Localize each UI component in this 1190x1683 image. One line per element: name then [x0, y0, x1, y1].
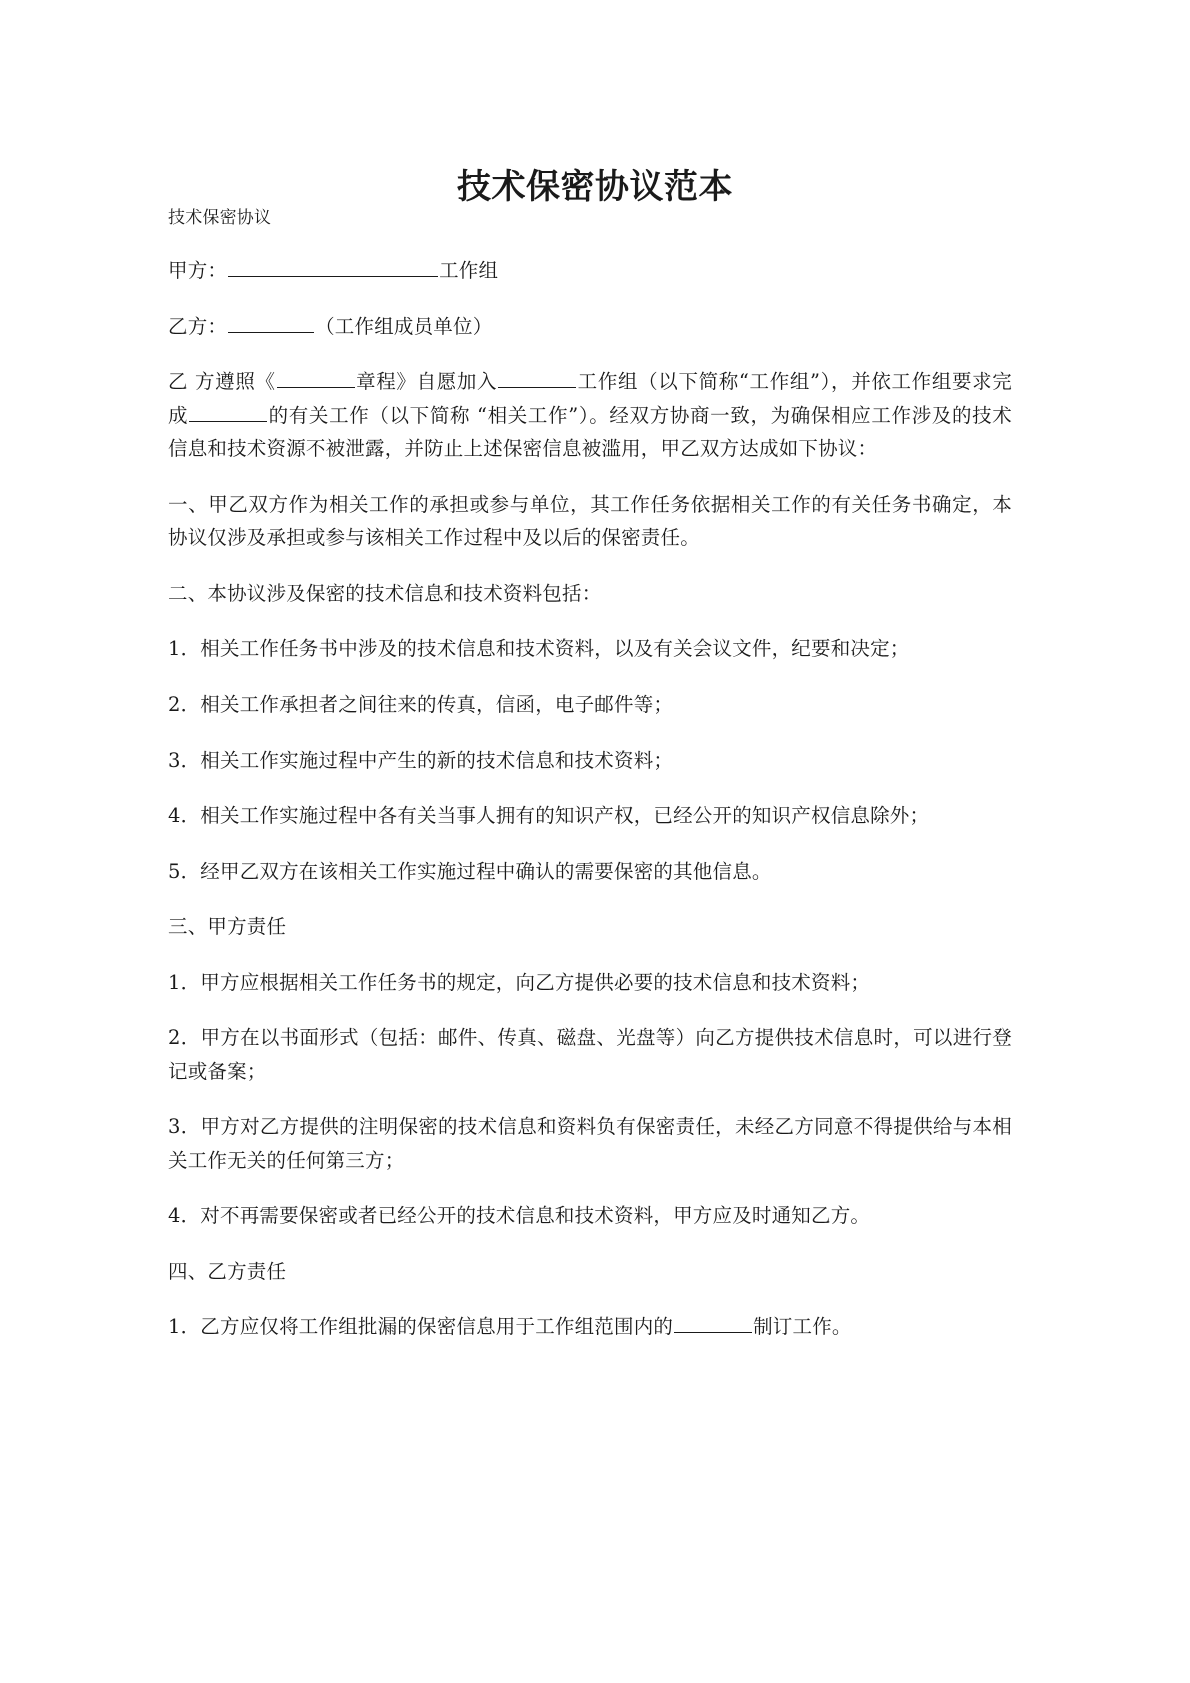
party-b-line — [168, 310, 1012, 344]
article-three-item-3: 3．甲方对乙方提供的注明保密的技术信息和资料负有保密责任，未经乙方同意不得提供给与本相关工作无关的任何第三方； — [168, 1115, 1012, 1172]
preamble-segment-3: 工作组（以下简称“工作组”），并依工作组要求完成 — [168, 370, 1012, 427]
preamble-blank-workgroup[interactable] — [498, 367, 576, 388]
article-two-item-4: 4．相关工作实施过程中各有关当事人拥有的知识产权，已经公开的知识产权信息除外； — [168, 804, 930, 828]
party-b-suffix: （工作组成员单位） — [315, 314, 493, 338]
preamble-paragraph — [168, 365, 1012, 466]
document-body — [168, 205, 1012, 1344]
document-subtitle: 技术保密协议 — [168, 208, 272, 228]
party-a-line — [168, 254, 1012, 288]
article-four-item-1-segment-2: 制订工作。 — [753, 1315, 852, 1339]
preamble-segment-4: 的有关工作（以下简称 “相关工作”）。经双方协商一致，为确保相应工作涉及的技术信息和技术资源不被泄露，并防止上述保密信息被滥用，甲乙双方达成如下协议： — [168, 403, 1012, 461]
article-two-item-2: 2．相关工作承担者之间往来的传真，信函，电子邮件等； — [168, 692, 674, 716]
article-three-heading: 三、甲方责任 — [168, 915, 287, 939]
preamble-segment-2: 章程》自愿加入 — [355, 370, 498, 394]
party-a-label: 甲方： — [168, 259, 228, 283]
page-title: 技术保密协议范本 — [457, 166, 733, 207]
article-four-item-1-segment-1: 1．乙方应仅将工作组批漏的保密信息用于工作组范围内的 — [168, 1315, 674, 1339]
article-two-heading: 二、本协议涉及保密的技术信息和技术资料包括： — [168, 581, 602, 605]
article-two-item-1: 1．相关工作任务书中涉及的技术信息和技术资料，以及有关会议文件，纪要和决定； — [168, 637, 910, 661]
article-three-item-1: 1．甲方应根据相关工作任务书的规定，向乙方提供必要的技术信息和技术资料； — [168, 970, 871, 994]
preamble-blank-task[interactable] — [189, 400, 267, 421]
article-two-item-5: 5．经甲乙双方在该相关工作实施过程中确认的需要保密的其他信息。 — [168, 859, 772, 883]
article-three-item-2: 2．甲方在以书面形式（包括：邮件、传真、磁盘、光盘等）向乙方提供技术信息时，可以进行登记或备案； — [168, 1026, 1012, 1083]
party-a-suffix: 工作组 — [439, 259, 499, 283]
article-three-item-4: 4．对不再需要保密或者已经公开的技术信息和技术资料，甲方应及时通知乙方。 — [168, 1204, 871, 1228]
article-two-item-3: 3．相关工作实施过程中产生的新的技术信息和技术资料； — [168, 748, 674, 772]
article-four-item-1 — [168, 1310, 1012, 1344]
party-b-label: 乙方： — [168, 314, 228, 338]
party-b-blank[interactable] — [228, 311, 314, 332]
article-four-heading: 四、乙方责任 — [168, 1259, 287, 1283]
preamble-segment-1: 乙 方遵照《 — [168, 370, 276, 394]
article-four-blank[interactable] — [674, 1312, 752, 1333]
preamble-blank-charter[interactable] — [277, 367, 355, 388]
article-one-paragraph: 一、甲乙双方作为相关工作的承担或参与单位，其工作任务依据相关工作的有关任务书确定，本协议仅涉及承担或参与该相关工作过程中及以后的保密责任。 — [168, 492, 1012, 550]
party-a-blank[interactable] — [228, 256, 438, 277]
